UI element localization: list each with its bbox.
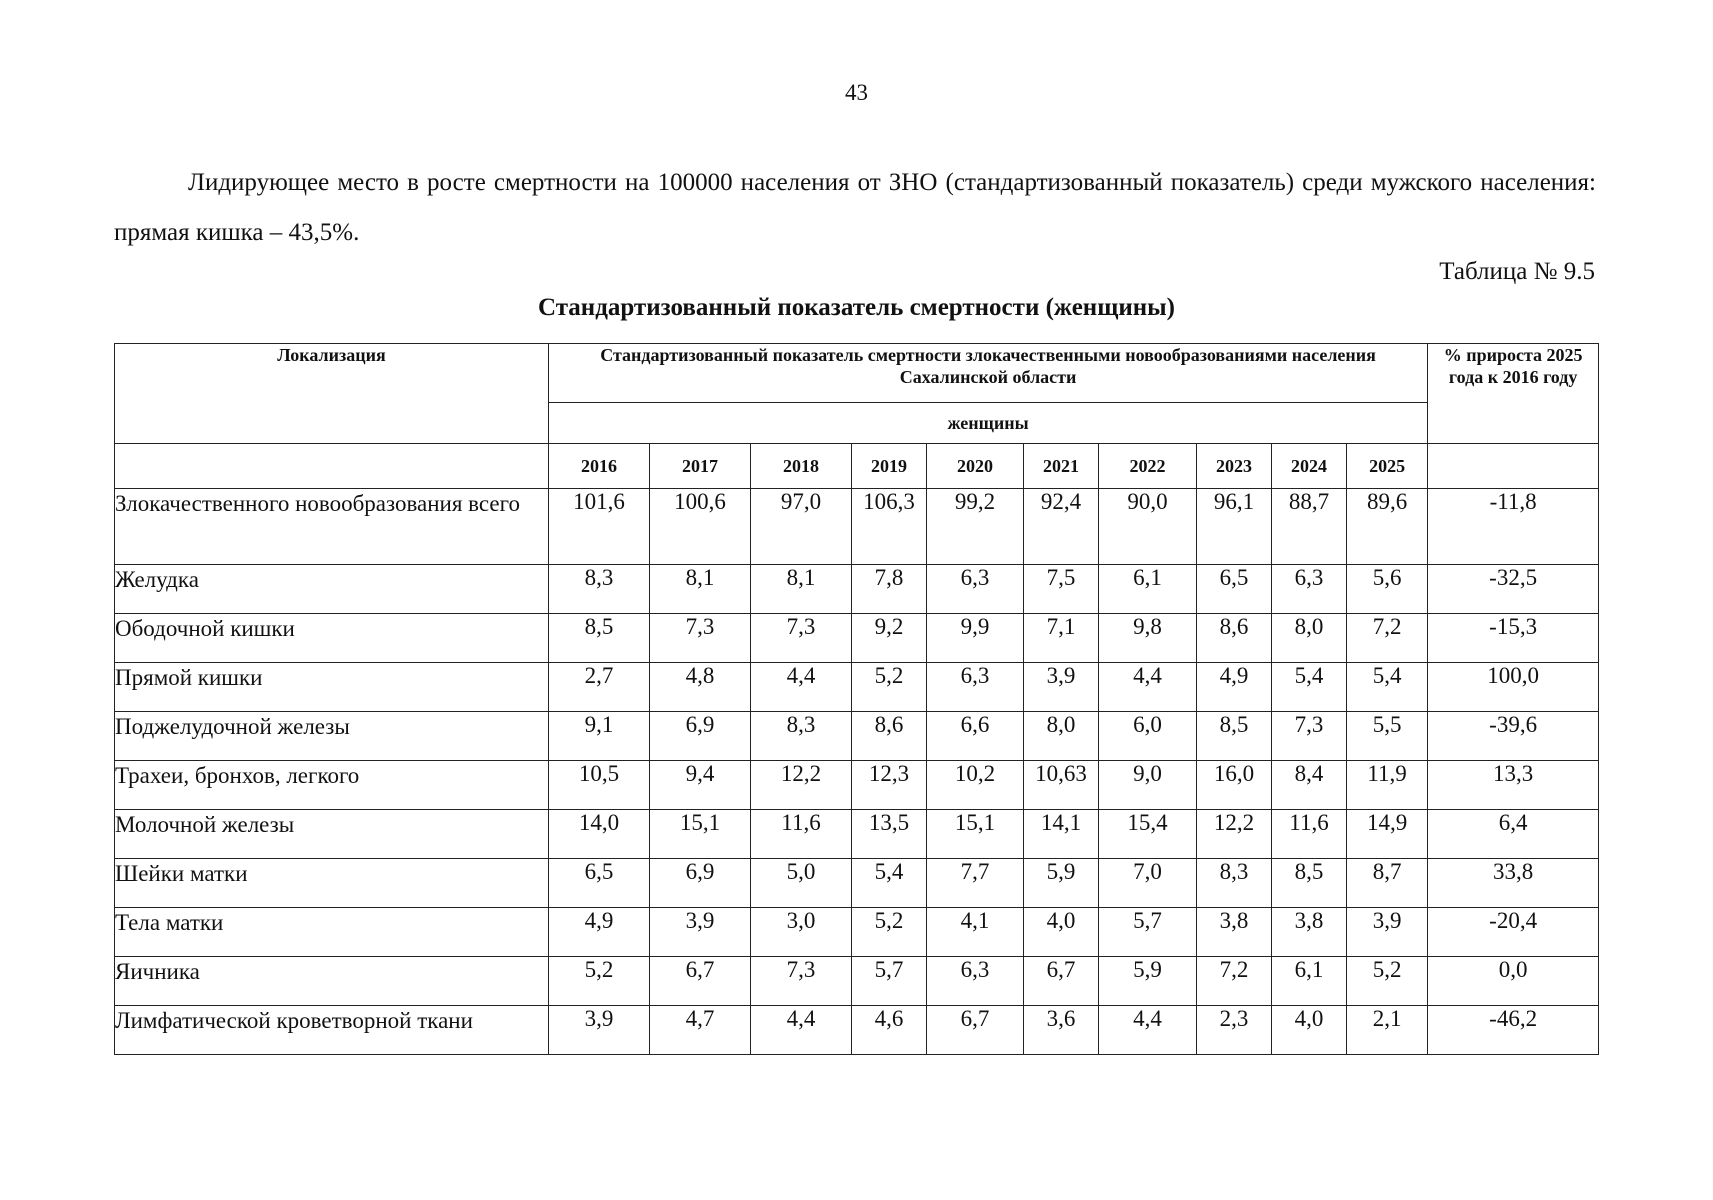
value-cell: 8,3	[549, 565, 650, 614]
value-cell: 6,0	[1099, 712, 1197, 761]
value-cell: 5,7	[852, 957, 927, 1006]
table-row	[115, 957, 1599, 1006]
value-cell: 5,9	[1099, 957, 1197, 1006]
year-spacer	[1428, 444, 1599, 489]
table-row	[115, 810, 1599, 859]
header-growth: % прироста 2025 года к 2016 году	[1428, 344, 1599, 444]
value-cell: 90,0	[1099, 489, 1197, 565]
value-cell: 7,3	[751, 957, 852, 1006]
growth-cell: -46,2	[1428, 1006, 1599, 1055]
table-row	[115, 712, 1599, 761]
table-row	[115, 761, 1599, 810]
table-row	[115, 1006, 1599, 1055]
growth-cell: -15,3	[1428, 614, 1599, 663]
year-header: 2016	[549, 444, 650, 489]
value-cell: 4,9	[549, 908, 650, 957]
value-cell: 8,6	[852, 712, 927, 761]
row-label: Прямой кишки	[115, 663, 549, 712]
growth-cell: -20,4	[1428, 908, 1599, 957]
value-cell: 3,8	[1272, 908, 1347, 957]
value-cell: 4,0	[1024, 908, 1099, 957]
year-header: 2018	[751, 444, 852, 489]
value-cell: 8,5	[549, 614, 650, 663]
table-row	[115, 663, 1599, 712]
value-cell: 88,7	[1272, 489, 1347, 565]
value-cell: 9,9	[927, 614, 1024, 663]
value-cell: 8,0	[1024, 712, 1099, 761]
header-location: Локализация	[115, 344, 549, 444]
value-cell: 4,0	[1272, 1006, 1347, 1055]
value-cell: 5,9	[1024, 859, 1099, 908]
value-cell: 6,1	[1099, 565, 1197, 614]
value-cell: 7,3	[1272, 712, 1347, 761]
value-cell: 6,3	[927, 565, 1024, 614]
growth-cell: -32,5	[1428, 565, 1599, 614]
value-cell: 5,5	[1347, 712, 1428, 761]
value-cell: 99,2	[927, 489, 1024, 565]
year-header: 2020	[927, 444, 1024, 489]
row-label: Яичника	[115, 957, 549, 1006]
value-cell: 3,8	[1197, 908, 1272, 957]
value-cell: 11,9	[1347, 761, 1428, 810]
growth-cell: 100,0	[1428, 663, 1599, 712]
table-row	[115, 859, 1599, 908]
value-cell: 2,1	[1347, 1006, 1428, 1055]
value-cell: 4,4	[751, 663, 852, 712]
value-cell: 3,9	[1347, 908, 1428, 957]
value-cell: 15,1	[927, 810, 1024, 859]
value-cell: 6,3	[927, 957, 1024, 1006]
value-cell: 6,3	[1272, 565, 1347, 614]
value-cell: 92,4	[1024, 489, 1099, 565]
value-cell: 9,2	[852, 614, 927, 663]
row-label: Молочной железы	[115, 810, 549, 859]
year-header-row	[115, 444, 1599, 489]
value-cell: 9,8	[1099, 614, 1197, 663]
value-cell: 6,3	[927, 663, 1024, 712]
value-cell: 7,0	[1099, 859, 1197, 908]
value-cell: 6,5	[1197, 565, 1272, 614]
value-cell: 101,6	[549, 489, 650, 565]
value-cell: 5,7	[1099, 908, 1197, 957]
intro-paragraph: Лидирующее место в росте смертности на 100000 населения от ЗНО (стандартизованный показатель) среди мужского населения: прямая кишка – 43,5%.	[114, 169, 1596, 246]
value-cell: 7,3	[650, 614, 751, 663]
value-cell: 15,4	[1099, 810, 1197, 859]
value-cell: 7,2	[1197, 957, 1272, 1006]
value-cell: 97,0	[751, 489, 852, 565]
growth-cell: 0,0	[1428, 957, 1599, 1006]
value-cell: 6,7	[1024, 957, 1099, 1006]
value-cell: 8,4	[1272, 761, 1347, 810]
value-cell: 12,2	[1197, 810, 1272, 859]
value-cell: 8,3	[1197, 859, 1272, 908]
value-cell: 9,0	[1099, 761, 1197, 810]
value-cell: 15,1	[650, 810, 751, 859]
growth-cell: 6,4	[1428, 810, 1599, 859]
value-cell: 2,7	[549, 663, 650, 712]
value-cell: 12,2	[751, 761, 852, 810]
value-cell: 3,9	[1024, 663, 1099, 712]
value-cell: 16,0	[1197, 761, 1272, 810]
value-cell: 5,2	[1347, 957, 1428, 1006]
value-cell: 14,1	[1024, 810, 1099, 859]
value-cell: 2,3	[1197, 1006, 1272, 1055]
row-label: Тела матки	[115, 908, 549, 957]
value-cell: 7,5	[1024, 565, 1099, 614]
value-cell: 14,0	[549, 810, 650, 859]
value-cell: 3,0	[751, 908, 852, 957]
value-cell: 6,9	[650, 859, 751, 908]
value-cell: 6,7	[927, 1006, 1024, 1055]
year-header: 2025	[1347, 444, 1428, 489]
table-caption: Таблица № 9.5	[1439, 258, 1595, 285]
value-cell: 8,3	[751, 712, 852, 761]
value-cell: 5,4	[852, 859, 927, 908]
value-cell: 8,1	[751, 565, 852, 614]
growth-cell: 33,8	[1428, 859, 1599, 908]
value-cell: 7,8	[852, 565, 927, 614]
value-cell: 8,5	[1197, 712, 1272, 761]
value-cell: 3,9	[650, 908, 751, 957]
row-label: Ободочной кишки	[115, 614, 549, 663]
value-cell: 4,1	[927, 908, 1024, 957]
value-cell: 3,6	[1024, 1006, 1099, 1055]
growth-cell: -11,8	[1428, 489, 1599, 565]
year-header: 2024	[1272, 444, 1347, 489]
value-cell: 5,2	[852, 908, 927, 957]
row-label: Злокачественного новообразования всего	[115, 489, 549, 565]
value-cell: 89,6	[1347, 489, 1428, 565]
value-cell: 4,7	[650, 1006, 751, 1055]
value-cell: 7,1	[1024, 614, 1099, 663]
value-cell: 13,5	[852, 810, 927, 859]
page-number: 43	[845, 80, 868, 105]
value-cell: 5,0	[751, 859, 852, 908]
value-cell: 96,1	[1197, 489, 1272, 565]
value-cell: 100,6	[650, 489, 751, 565]
value-cell: 5,4	[1272, 663, 1347, 712]
value-cell: 5,6	[1347, 565, 1428, 614]
value-cell: 10,63	[1024, 761, 1099, 810]
value-cell: 9,1	[549, 712, 650, 761]
value-cell: 8,6	[1197, 614, 1272, 663]
value-cell: 11,6	[1272, 810, 1347, 859]
mortality-table	[114, 343, 1599, 1055]
value-cell: 6,5	[549, 859, 650, 908]
value-cell: 9,4	[650, 761, 751, 810]
growth-cell: -39,6	[1428, 712, 1599, 761]
header-sub: женщины	[549, 403, 1428, 444]
value-cell: 11,6	[751, 810, 852, 859]
value-cell: 4,9	[1197, 663, 1272, 712]
growth-cell: 13,3	[1428, 761, 1599, 810]
value-cell: 6,6	[927, 712, 1024, 761]
value-cell: 6,9	[650, 712, 751, 761]
value-cell: 7,7	[927, 859, 1024, 908]
value-cell: 10,5	[549, 761, 650, 810]
row-label: Трахеи, бронхов, легкого	[115, 761, 549, 810]
year-header: 2023	[1197, 444, 1272, 489]
value-cell: 4,4	[1099, 1006, 1197, 1055]
value-cell: 10,2	[927, 761, 1024, 810]
value-cell: 4,4	[1099, 663, 1197, 712]
table-row	[115, 614, 1599, 663]
year-header: 2019	[852, 444, 927, 489]
value-cell: 4,4	[751, 1006, 852, 1055]
table-row	[115, 565, 1599, 614]
value-cell: 5,2	[549, 957, 650, 1006]
table-header	[115, 344, 1599, 489]
value-cell: 12,3	[852, 761, 927, 810]
table-title: Стандартизованный показатель смертности (женщины)	[538, 294, 1175, 321]
table-row	[115, 908, 1599, 957]
header-main: Стандартизованный показатель смертности злокачественными новообразованиями населения Сахалинской области	[549, 344, 1428, 403]
year-spacer	[115, 444, 549, 489]
value-cell: 5,4	[1347, 663, 1428, 712]
value-cell: 3,9	[549, 1006, 650, 1055]
value-cell: 4,6	[852, 1006, 927, 1055]
value-cell: 8,5	[1272, 859, 1347, 908]
year-header: 2021	[1024, 444, 1099, 489]
row-label: Желудка	[115, 565, 549, 614]
value-cell: 6,7	[650, 957, 751, 1006]
row-label: Лимфатической кроветворной ткани	[115, 1006, 549, 1055]
value-cell: 106,3	[852, 489, 927, 565]
year-header: 2022	[1099, 444, 1197, 489]
value-cell: 5,2	[852, 663, 927, 712]
table-body	[115, 489, 1599, 1055]
value-cell: 8,0	[1272, 614, 1347, 663]
value-cell: 4,8	[650, 663, 751, 712]
table-row	[115, 489, 1599, 565]
value-cell: 8,1	[650, 565, 751, 614]
year-header: 2017	[650, 444, 751, 489]
value-cell: 14,9	[1347, 810, 1428, 859]
value-cell: 7,2	[1347, 614, 1428, 663]
value-cell: 6,1	[1272, 957, 1347, 1006]
row-label: Шейки матки	[115, 859, 549, 908]
value-cell: 7,3	[751, 614, 852, 663]
row-label: Поджелудочной железы	[115, 712, 549, 761]
value-cell: 8,7	[1347, 859, 1428, 908]
